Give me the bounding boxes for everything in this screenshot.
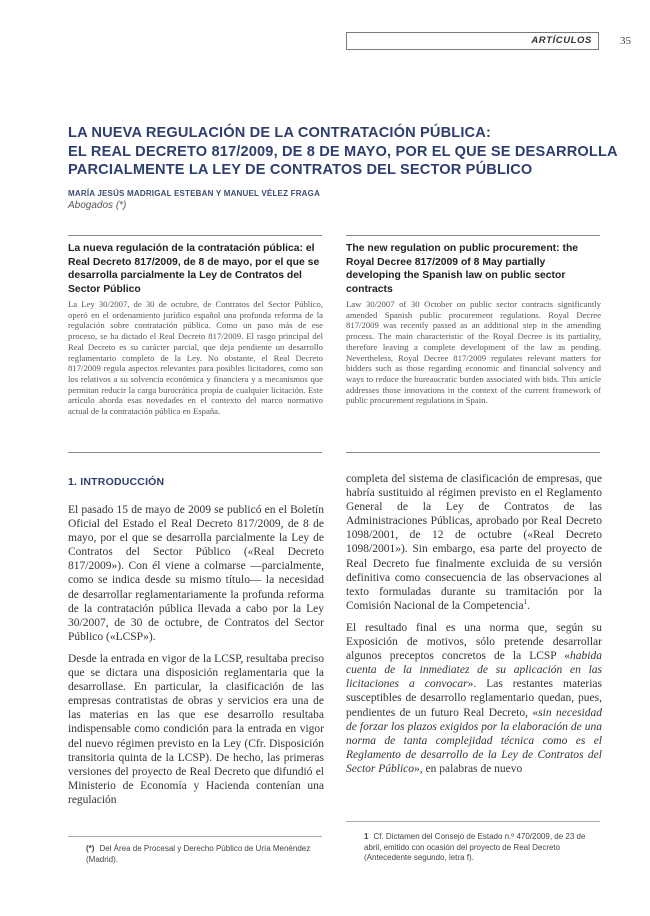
body-paragraph: El resultado final es una norma que, según su Exposición de motivos, sólo pretende desarrollar algunos preceptos concretos de la LCSP «habida cuenta de la inmediatez de su aplicación en las licitaciones a convocar». Las restantes materias susceptibles de desarrollo reglamentario quedan, pues, pendientes de un futuro Real Decreto, «sin necesidad de forzar los plazos exigidos por la elaboración de una norma de tanta complejidad técnica como es el Reglamento de desarrollo de la Ley de Contratos del Sector Público», en palabras de nuevo: [346, 621, 602, 775]
abstract-en-text: Law 30/2007 of 30 October on public sector contracts significantly amended Spanish public procurement regulations. Royal Decree 817/2009 was recently passed as an additional step in the amending process. The main characteristic of the Royal Decree is its partiality, therefore leaving a complete development of the law as pending. Nevertheless, Royal Decree 817/2009 regulates relevant matters for bidders such as those regarding economic and financial solvency and ways to reduce the bureaucratic burden associated with bids. This article addresses those innovations in the context of the current framework of public procurement regulations in Spain.: [346, 299, 601, 406]
abstract-top-rule-left: [68, 235, 322, 236]
running-header-box: [346, 32, 599, 50]
title-line-1: LA NUEVA REGULACIÓN DE LA CONTRATACIÓN PÚBLICA:: [68, 125, 491, 141]
abstract-top-rule-right: [346, 235, 600, 236]
body-column-right: [346, 472, 602, 784]
footnote-mark: 1: [364, 832, 369, 841]
footnote-mark: (*): [86, 844, 95, 853]
authors: MARÍA JESÚS MADRIGAL ESTEBAN Y MANUEL VÉLEZ FRAGA: [68, 189, 321, 198]
affiliation: Abogados (*): [68, 200, 127, 211]
abstract-es-text: La Ley 30/2007, de 30 de octubre, de Contratos del Sector Público, operó en el ordenamiento jurídico español una profunda reforma de la regulación sobre contratación pública. Como un paso más de ese proceso, se ha dictado el Real Decreto 817/2009. El rasgo principal del Real Decreto es su carácter parcial, que deja pendiente un desarrollo reglamentario completo de la Ley. No obstante, el Real Decreto 817/2009 regula aspectos relevantes para posibles licitadores, como son los relativos a su solvencia económica y financiera y a mecanismos que permitan reducir la carga burocrática propia de cualquier licitación. Este artículo aborda esas novedades en el contexto del marco normativo actual de la contratación pública en España.: [68, 299, 323, 417]
footnote-left: (*) Del Área de Procesal y Derecho Público de Uría Menéndez (Madrid).: [86, 844, 311, 864]
footnote-right: 1 Cf. Dictamen del Consejo de Estado n.º 470/2009, de 23 de abril, emitido con ocasión del proyecto de Real Decreto (Antecedente segundo, letra f).: [364, 832, 586, 862]
abstract-bottom-rule-right: [346, 452, 600, 453]
page-number: 35: [620, 35, 631, 47]
abstract-es-title: La nueva regulación de la contratación pública: el Real Decreto 817/2009, de 8 de mayo, por el que se desarrolla parcialmente la Ley de Contratos del Sector Público: [68, 243, 320, 295]
body-column-left: [68, 503, 324, 815]
title-line-3: PARCIALMENTE LA LEY DE CONTRATOS DEL SECTOR PÚBLICO: [68, 162, 533, 178]
abstract-bottom-rule-left: [68, 452, 322, 453]
article-title: [68, 124, 618, 180]
footnote-rule-left: [68, 836, 322, 837]
abstract-en-title: The new regulation on public procurement: the Royal Decree 817/2009 of 8 May partially developing the Spanish law on public sector contracts: [346, 243, 579, 295]
section-heading: 1. INTRODUCCIÓN: [68, 476, 165, 488]
title-line-2: EL REAL DECRETO 817/2009, DE 8 DE MAYO, POR EL QUE SE DESARROLLA: [68, 143, 618, 160]
body-paragraph: completa del sistema de clasificación de empresas, que habría sustituido al régimen previsto en el Reglamento General de la Ley de Contratos de las Administraciones Públicas, aprobado por Real Decreto 1098/2001, de 12 de octubre («Real Decreto 1098/2001»). Sin embargo, esa parte del proyecto de Real Decreto fue finalmente excluida de su versión definitiva como consecuencia de las observaciones al texto formuladas durante su tramitación por la Comisión Nacional de la Competencia$^1$.: [346, 473, 602, 612]
section-label: ARTÍCULOS: [531, 35, 592, 46]
footnote-ref[interactable]: 1: [523, 598, 528, 607]
footnote-rule-right: [346, 821, 600, 822]
body-paragraph: El pasado 15 de mayo de 2009 se publicó en el Boletín Oficial del Estado el Real Decreto 817/2009, de 8 de mayo, por el que se desarrolla parcialmente la Ley de Contratos del Sector Público («Real Decreto 817/2009»). Con él viene a colmarse —parcialmente, como se indica desde su mismo título— la necesidad de desarrollar reglamentariamente la profunda reforma de la contratación pública llevada a cabo por la Ley 30/2007, de 30 de octubre, de Contratos del Sector Público («LCSP»).: [68, 504, 324, 643]
body-paragraph: Desde la entrada en vigor de la LCSP, resultaba preciso que se dictara una disposición reglamentaria que la desarrollase. En particular, la clasificación de las empresas contratistas de obras y servicios era una de las materias en las que ese desarrollo resultaba indispensable como condición para la entrada en vigor del nuevo régimen previsto en la Ley (Cfr. Disposición transitoria quinta de la LCSP). De hecho, las primeras versiones del proyecto de Real Decreto que difundió el Ministerio de Economía y Hacienda contenían una regulación: [68, 652, 324, 806]
